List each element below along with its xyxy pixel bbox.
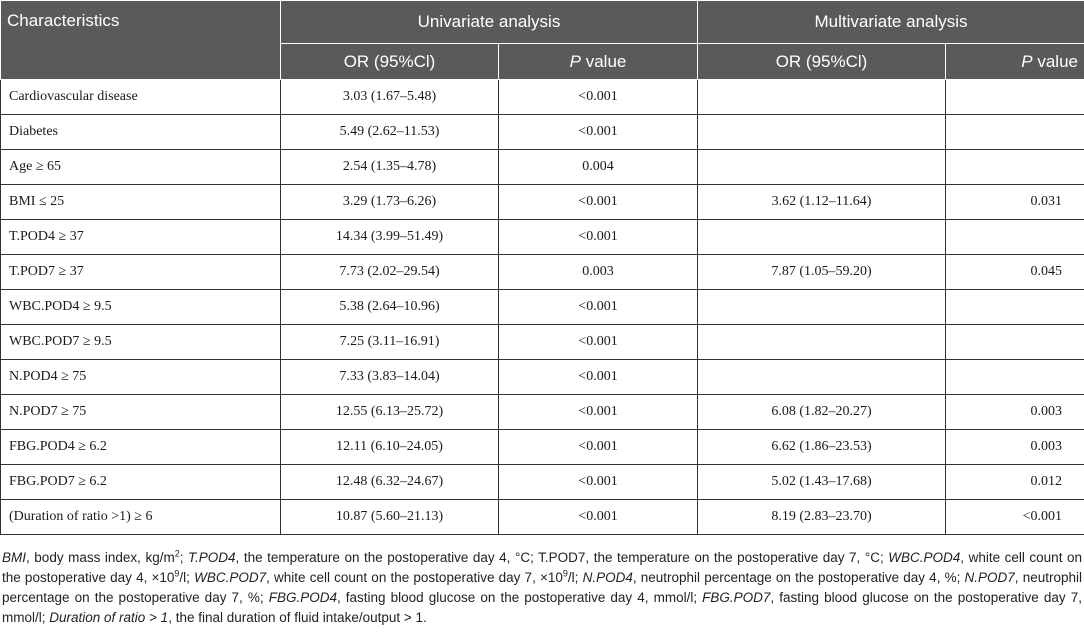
footnote-bmi-text: , body mass index, kg/m bbox=[26, 550, 175, 565]
table-row bbox=[1, 500, 1084, 535]
row-multi-p bbox=[946, 115, 1084, 150]
row-name: N.POD4 ≥ 75 bbox=[1, 360, 281, 395]
row-uni-p: <0.001 bbox=[499, 290, 698, 325]
table-row bbox=[1, 115, 1084, 150]
row-multi-or bbox=[698, 115, 946, 150]
row-name: (Duration of ratio >1) ≥ 6 bbox=[1, 500, 281, 535]
row-name: WBC.POD4 ≥ 9.5 bbox=[1, 290, 281, 325]
footnote-wbc4-sup: 9 bbox=[174, 568, 180, 579]
row-multi-or: 7.87 (1.05–59.20) bbox=[698, 255, 946, 290]
row-multi-p bbox=[946, 150, 1084, 185]
row-name: BMI ≤ 25 bbox=[1, 185, 281, 220]
footnote-wbc4-unit: /l; bbox=[179, 570, 195, 585]
footnote-dur-abbr: Duration of ratio > 1 bbox=[49, 610, 169, 625]
row-uni-or: 12.11 (6.10–24.05) bbox=[281, 430, 499, 465]
row-name: Age ≥ 65 bbox=[1, 150, 281, 185]
row-uni-or: 12.48 (6.32–24.67) bbox=[281, 465, 499, 500]
header-multi-or: OR (95%Cl) bbox=[698, 44, 946, 80]
footnote-t4-text: , the temperature on the postoperative day 4, °C; T.POD7, the temperature on the postoperative day 7, °C; bbox=[235, 550, 889, 565]
row-multi-or bbox=[698, 325, 946, 360]
row-name: Diabetes bbox=[1, 115, 281, 150]
table-row bbox=[1, 290, 1084, 325]
footnote-wbc4-abbr: WBC.POD4 bbox=[888, 550, 961, 565]
row-multi-or: 6.62 (1.86–23.53) bbox=[698, 430, 946, 465]
header-multivariate: Multivariate analysis bbox=[698, 1, 1084, 44]
footnote-bmi-abbr: BMI bbox=[2, 550, 27, 565]
row-uni-or: 14.34 (3.99–51.49) bbox=[281, 220, 499, 255]
table-row bbox=[1, 465, 1084, 500]
table-row bbox=[1, 150, 1084, 185]
row-uni-p: <0.001 bbox=[499, 115, 698, 150]
table-header bbox=[1, 1, 1084, 80]
row-multi-p: 0.003 bbox=[946, 430, 1084, 465]
row-multi-p: 0.031 bbox=[946, 185, 1084, 220]
footnote-n7-abbr: N.POD7 bbox=[964, 570, 1015, 585]
row-uni-or: 5.38 (2.64–10.96) bbox=[281, 290, 499, 325]
row-uni-or: 7.33 (3.83–14.04) bbox=[281, 360, 499, 395]
row-uni-p: <0.001 bbox=[499, 80, 698, 115]
row-multi-or: 6.08 (1.82–20.27) bbox=[698, 395, 946, 430]
row-uni-p: <0.001 bbox=[499, 185, 698, 220]
row-multi-p: 0.003 bbox=[946, 395, 1084, 430]
row-multi-or bbox=[698, 150, 946, 185]
footnote-wbc7-text: , white cell count on the postoperative day 7, ×10 bbox=[266, 570, 563, 585]
header-uni-p-rest: value bbox=[580, 51, 627, 71]
footnote-n7-text: , neutrophil percentage on the postoperative day 7, %; bbox=[2, 570, 1083, 605]
footnote-fbg7-text: , fasting blood glucose on the postoperative day 7, mmol/l; bbox=[2, 590, 1082, 625]
row-uni-or: 3.29 (1.73–6.26) bbox=[281, 185, 499, 220]
footnote-wbc7-abbr: WBC.POD7 bbox=[194, 570, 267, 585]
row-multi-or bbox=[698, 80, 946, 115]
row-uni-p: <0.001 bbox=[499, 395, 698, 430]
row-multi-or bbox=[698, 360, 946, 395]
footnote-fbg4-abbr: FBG.POD4 bbox=[268, 590, 337, 605]
row-name: N.POD7 ≥ 75 bbox=[1, 395, 281, 430]
row-multi-p bbox=[946, 360, 1084, 395]
footnote-bmi-sup: 2 bbox=[174, 548, 180, 559]
row-uni-p: <0.001 bbox=[499, 325, 698, 360]
row-name: FBG.POD4 ≥ 6.2 bbox=[1, 430, 281, 465]
row-multi-or: 5.02 (1.43–17.68) bbox=[698, 465, 946, 500]
row-uni-or: 12.55 (6.13–25.72) bbox=[281, 395, 499, 430]
table-row bbox=[1, 360, 1084, 395]
row-multi-or: 8.19 (2.83–23.70) bbox=[698, 500, 946, 535]
footnote-fbg7-abbr: FBG.POD7 bbox=[702, 590, 771, 605]
row-multi-or bbox=[698, 290, 946, 325]
header-characteristics: Characteristics bbox=[1, 1, 281, 80]
table-body bbox=[1, 80, 1084, 535]
row-uni-or: 3.03 (1.67–5.48) bbox=[281, 80, 499, 115]
header-uni-p-italic: P bbox=[569, 51, 581, 71]
row-uni-p: <0.001 bbox=[499, 465, 698, 500]
table-row bbox=[1, 430, 1084, 465]
header-uni-p bbox=[499, 44, 698, 80]
footnote-dur-text: , the final duration of fluid intake/output > 1. bbox=[168, 610, 427, 625]
footnote-n4-text: , neutrophil percentage on the postoperative day 4, %; bbox=[632, 570, 965, 585]
row-multi-p: 0.045 bbox=[946, 255, 1084, 290]
row-uni-p: <0.001 bbox=[499, 360, 698, 395]
row-uni-or: 7.25 (3.11–16.91) bbox=[281, 325, 499, 360]
row-uni-p: <0.001 bbox=[499, 500, 698, 535]
table-row bbox=[1, 80, 1084, 115]
table-footnote: BMI, body mass index, $kg/m^2$; T.POD4, the temperature on the postoperative day 4, °C; T.POD7, the temperature on the postoperative day 7, °C; WBC.POD4, white cell count on the postoperative day 4, $\times 10^9/l$; WBC.POD7, white cell count on the postoperative day 7, $\times 10^9/l$; N.POD4, neutrophil percentage on the postoperative day 4, %; N.POD7, neutrophil percentage on the postoperative day 7, %; FBG.POD4, fasting blood glucose on the postoperative day 4, mmol/l; FBG.POD7, fasting blood glucose on the postoperative day 7, mmol/l; Duration of ratio > 1, the final duration of fluid intake/output > 1. bbox=[2, 548, 1083, 625]
row-name: Cardiovascular disease bbox=[1, 80, 281, 115]
footnote-fbg4-text: , fasting blood glucose on the postoperative day 4, mmol/l; bbox=[336, 590, 703, 605]
header-multi-p bbox=[946, 44, 1084, 80]
row-uni-or: 2.54 (1.35–4.78) bbox=[281, 150, 499, 185]
row-uni-p: <0.001 bbox=[499, 430, 698, 465]
row-multi-p bbox=[946, 80, 1084, 115]
row-uni-or: 10.87 (5.60–21.13) bbox=[281, 500, 499, 535]
header-univariate: Univariate analysis bbox=[281, 1, 698, 44]
table-row bbox=[1, 185, 1084, 220]
header-multi-p-rest: value bbox=[1032, 51, 1078, 71]
footnote-wbc7-unit: /l; bbox=[567, 570, 583, 585]
footnote-wbc7-sup: 9 bbox=[562, 568, 568, 579]
row-multi-or bbox=[698, 220, 946, 255]
row-multi-p: <0.001 bbox=[946, 500, 1084, 535]
row-uni-p: 0.003 bbox=[499, 255, 698, 290]
row-uni-p: <0.001 bbox=[499, 220, 698, 255]
table-row bbox=[1, 220, 1084, 255]
row-uni-p: 0.004 bbox=[499, 150, 698, 185]
row-multi-p bbox=[946, 220, 1084, 255]
row-name: WBC.POD7 ≥ 9.5 bbox=[1, 325, 281, 360]
row-name: FBG.POD7 ≥ 6.2 bbox=[1, 465, 281, 500]
row-uni-or: 5.49 (2.62–11.53) bbox=[281, 115, 499, 150]
footnote-t4-abbr: T.POD4 bbox=[188, 550, 236, 565]
table-row bbox=[1, 255, 1084, 290]
header-uni-or: OR (95%Cl) bbox=[281, 44, 499, 80]
row-uni-or: 7.73 (2.02–29.54) bbox=[281, 255, 499, 290]
table-row bbox=[1, 325, 1084, 360]
row-name: T.POD4 ≥ 37 bbox=[1, 220, 281, 255]
row-multi-p bbox=[946, 290, 1084, 325]
row-name: T.POD7 ≥ 37 bbox=[1, 255, 281, 290]
footnote-n4-abbr: N.POD4 bbox=[582, 570, 633, 585]
header-multi-p-italic: P bbox=[1021, 51, 1033, 71]
row-multi-p bbox=[946, 325, 1084, 360]
row-multi-p: 0.012 bbox=[946, 465, 1084, 500]
row-multi-or: 3.62 (1.12–11.64) bbox=[698, 185, 946, 220]
footnote-wbc4-text: , white cell count on the postoperative day 4, ×10 bbox=[2, 550, 1082, 585]
table-row bbox=[1, 395, 1084, 430]
